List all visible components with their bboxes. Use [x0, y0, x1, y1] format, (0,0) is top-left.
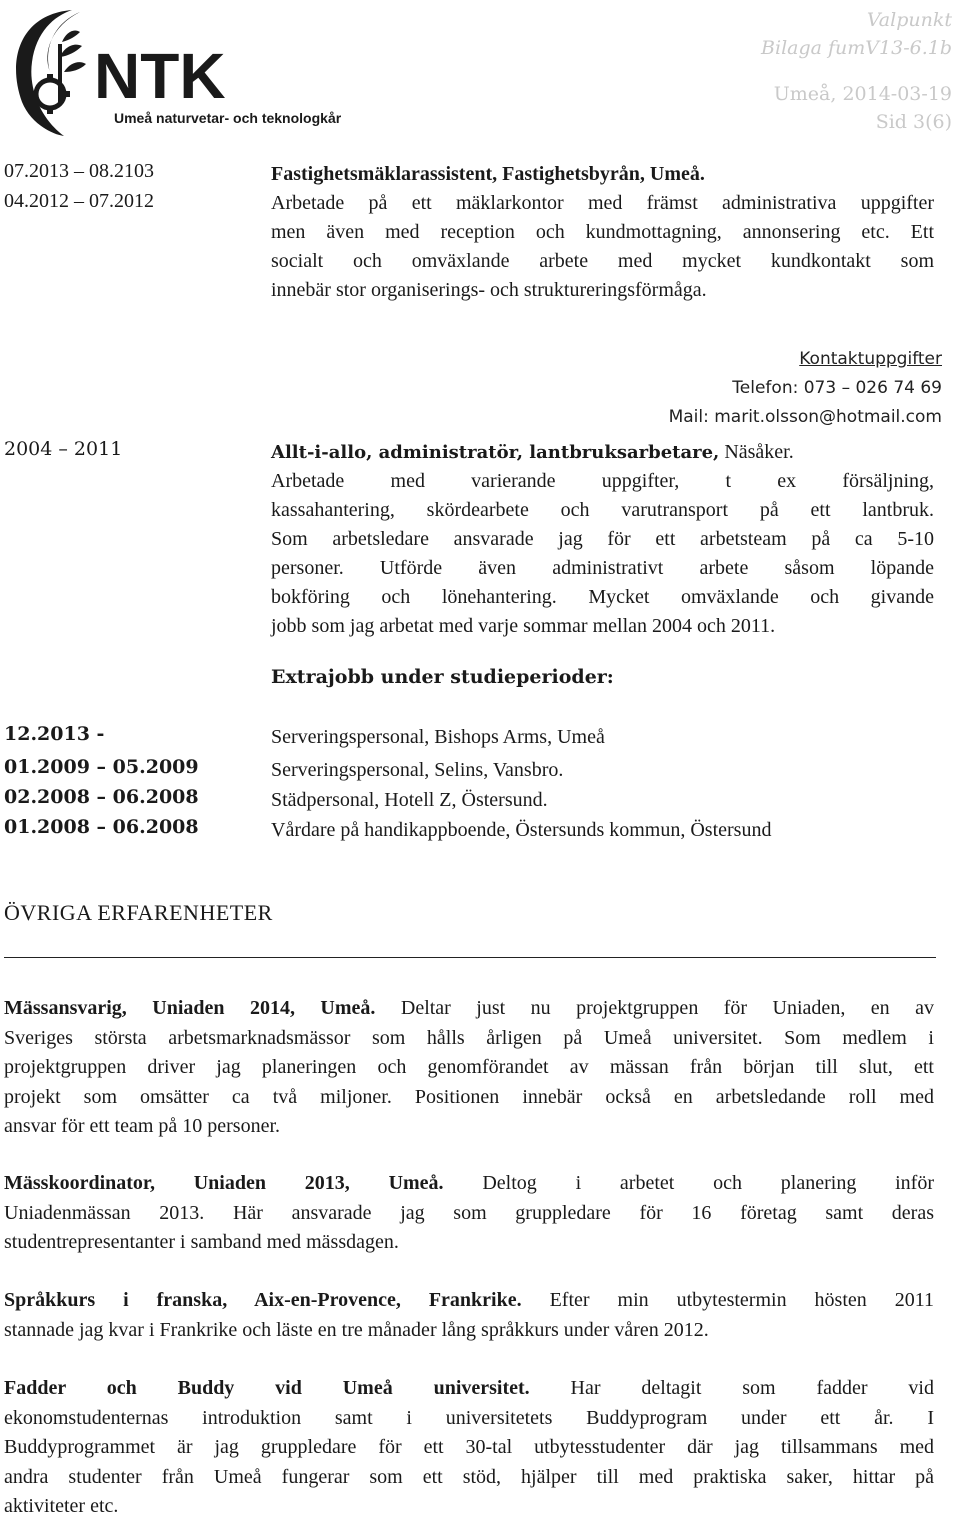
- job-1-title: Fastighetsmäklarassistent, Fastighetsbyrån, Umeå.: [271, 163, 705, 185]
- p1-line-2: Sveriges största arbetsmarknadsmässor som hålls årligen på Umeå universitet. Som medlem i: [4, 1026, 934, 1049]
- ntk-logo-graphic: [2, 2, 352, 142]
- job-1-line-2: men även med reception och kundmottagning, annonsering etc. Ett: [271, 221, 934, 243]
- header-date: Umeå, 2014-03-19: [773, 83, 952, 105]
- extra-job-1-date: 12.2013 -: [4, 723, 105, 745]
- p1-line-3: projektgruppen driver jag planeringen och genomförandet av mässan från början till slut, ett: [4, 1056, 934, 1078]
- job-1-date-1: 07.2013 – 08.2103: [4, 160, 154, 182]
- p2-line-2: Uniadenmässan 2013. Här ansvarade jag som gruppledare för 16 företag samt deras: [4, 1201, 934, 1224]
- job-2-line-6: jobb som jag arbetat med varje sommar mellan 2004 och 2011.: [271, 615, 776, 637]
- p1-line-1: Deltar just nu projektgruppen för Uniaden, en av: [375, 997, 934, 1019]
- p3-line-2: stannade jag kvar i Frankrike och läste en tre månader lång språkkurs under våren 2012.: [4, 1318, 709, 1341]
- extra-job-1-text: Serveringspersonal, Bishops Arms, Umeå: [271, 726, 605, 748]
- job-1-line-1: Arbetade på ett mäklarkontor med främst administrativa uppgifter: [271, 192, 934, 214]
- logo-text: NTK: [94, 40, 226, 112]
- p4-line-5: aktiviteter etc.: [4, 1495, 119, 1517]
- p4-line-3: Buddyprogrammet är jag gruppledare för ett 30-tal utbytesstudenter där jag tillsammans med: [4, 1436, 934, 1458]
- extra-job-2-date: 01.2009 – 05.2009: [4, 756, 199, 778]
- p1-line-5: ansvar för ett team på 10 personer.: [4, 1115, 281, 1137]
- p4-heading: Fadder och Buddy vid Umeå universitet.: [4, 1377, 530, 1399]
- contact-block: [669, 345, 942, 432]
- job-1-line-4: innebär stor organiserings- och struktureringsförmåga.: [271, 279, 707, 301]
- p2-line-3: studentrepresentanter i samband med mässdagen.: [4, 1231, 399, 1253]
- contact-mail: Mail: marit.olsson@hotmail.com: [668, 407, 942, 427]
- experience-paragraph-2: [4, 1169, 934, 1258]
- experience-paragraph-1: [4, 994, 934, 1142]
- p4-line-1: Har deltagit som fadder vid: [529, 1377, 934, 1399]
- contact-heading: Kontaktuppgifter: [799, 349, 942, 369]
- document-header-info: [761, 6, 952, 136]
- header-valpunkt: Valpunkt: [866, 9, 952, 31]
- p2-line-1: Deltog i arbetet och planering inför: [443, 1172, 934, 1194]
- p2-heading: Mässkoordinator, Uniaden 2013, Umeå.: [4, 1172, 444, 1194]
- job-2-line-5: bokföring och lönehantering. Mycket omväxlande och givande: [271, 586, 934, 608]
- experience-paragraph-4: [4, 1374, 934, 1522]
- extra-job-3-date: 02.2008 – 06.2008: [4, 786, 199, 808]
- job-2-date: 2004 – 2011: [4, 438, 123, 460]
- p3-heading: Språkkurs i franska, Aix-en-Provence, Frankrike.: [4, 1289, 522, 1311]
- job-1-line-3: socialt och omväxlande arbete med mycket kundkontakt som: [271, 250, 934, 272]
- p3-line-1: Efter min utbytestermin hösten 2011: [521, 1289, 934, 1311]
- job-2-line-2: kassahantering, skördearbete och varutransport på ett lantbruk.: [271, 499, 934, 521]
- contact-phone: Telefon: 073 – 026 74 69: [732, 378, 942, 398]
- extra-job-4-date: 01.2008 – 06.2008: [4, 816, 199, 838]
- job-2-line-4: personer. Utförde även administrativt arbete såsom löpande: [271, 557, 934, 579]
- p4-line-2: ekonomstudenternas introduktion samt i universitetets Buddyprogram under ett år. I: [4, 1406, 934, 1429]
- extra-job-4-text: Vårdare på handikappboende, Östersunds kommun, Östersund: [271, 819, 772, 841]
- job-2-line-1: Arbetade med varierande uppgifter, t ex försäljning,: [271, 470, 934, 492]
- job-1-date-2: 04.2012 – 07.2012: [4, 190, 154, 212]
- experience-paragraph-3: [4, 1286, 934, 1345]
- job-1-description: [271, 160, 934, 305]
- section-title-ovriga: ÖVRIGA ERFARENHETER: [4, 900, 273, 925]
- job-2-place: Näsåker.: [719, 441, 794, 463]
- extra-jobs-heading: Extrajobb under studieperioder:: [271, 666, 614, 688]
- extra-job-2-text: Serveringspersonal, Selins, Vansbro.: [271, 759, 564, 781]
- logo-subtitle: Umeå naturvetar- och teknologkår: [114, 110, 342, 126]
- p1-line-4: projekt som omsätter ca två miljoner. Positionen innebär också en arbetsledande roll med: [4, 1085, 934, 1108]
- extra-job-3-text: Städpersonal, Hotell Z, Östersund.: [271, 789, 548, 811]
- ntk-logo: [2, 2, 352, 142]
- p1-heading: Mässansvarig, Uniaden 2014, Umeå.: [4, 997, 376, 1019]
- p4-line-4: andra studenter från Umeå fungerar som ett stöd, hjälper till med praktiska saker, hittar på: [4, 1465, 934, 1488]
- job-2-line-3: Som arbetsledare ansvarade jag för ett arbetsteam på ca 5-10: [271, 528, 934, 550]
- section-divider: [4, 957, 936, 958]
- header-page: Sid 3(6): [875, 111, 952, 133]
- header-bilaga: Bilaga fumV13-6.1b: [761, 37, 952, 59]
- job-2-title: Allt-i-allo, administratör, lantbruksarbetare,: [271, 442, 720, 463]
- job-2-description: [271, 438, 934, 641]
